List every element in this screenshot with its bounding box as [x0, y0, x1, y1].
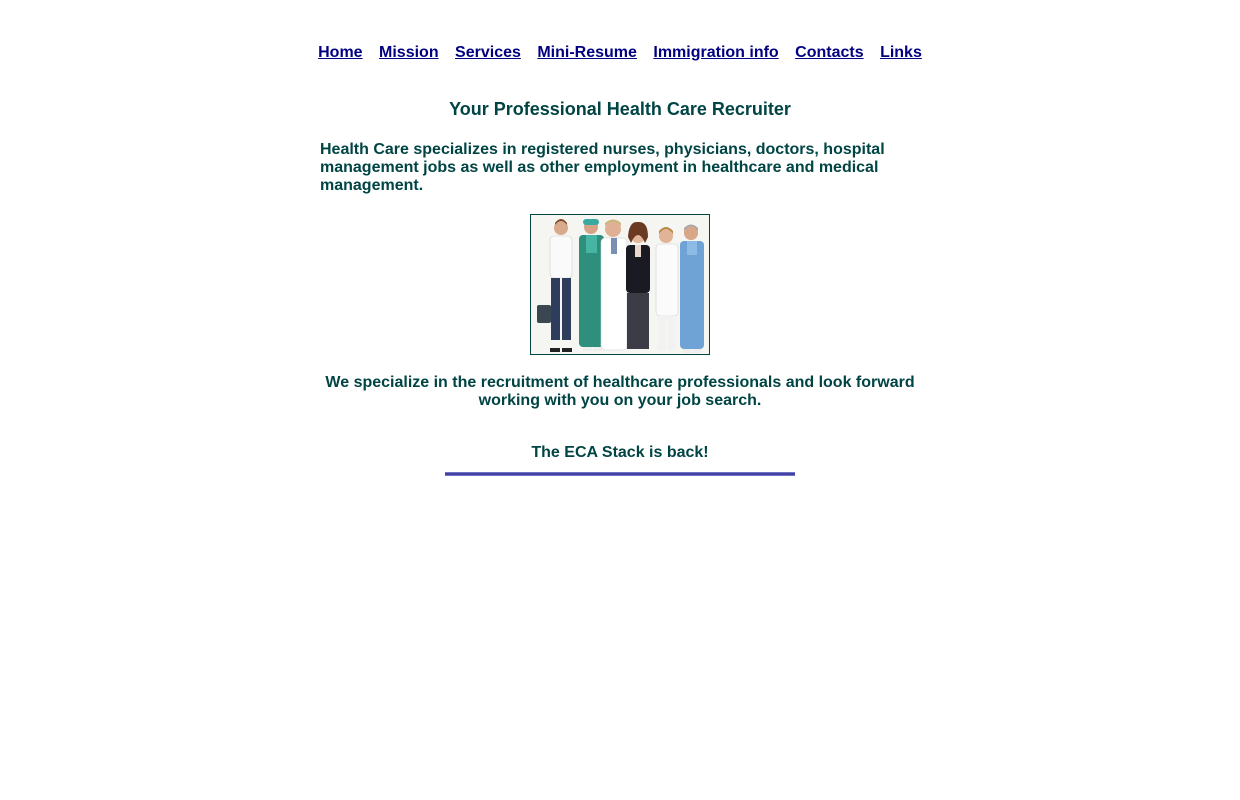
- nav-link-services[interactable]: Services: [455, 44, 521, 61]
- page-headline: Your Professional Health Care Recruiter: [449, 99, 791, 119]
- nav-link-contacts[interactable]: Contacts: [795, 44, 864, 61]
- person-surgeon-blue-figure: [680, 225, 704, 354]
- nav-link-links[interactable]: Links: [880, 44, 922, 61]
- person-surgeon-figure: [579, 219, 604, 351]
- specialize-paragraph: We specialize in the recruitment of healthcare professionals and look forward working with you on your job search.: [325, 374, 915, 409]
- top-navigation: [0, 44, 1240, 62]
- nav-link-immigration-info[interactable]: Immigration info: [653, 44, 779, 61]
- nav-link-mission[interactable]: Mission: [379, 44, 439, 61]
- healthcare-team-illustration: [531, 215, 709, 354]
- nav-link-mini-resume[interactable]: Mini-Resume: [537, 44, 637, 61]
- healthcare-team-photo: [530, 214, 710, 355]
- announcement-text: The ECA Stack is back!: [531, 444, 709, 461]
- person-doctor-figure: [601, 220, 627, 351]
- nav-link-home[interactable]: Home: [318, 44, 363, 61]
- horizontal-divider: [445, 472, 795, 476]
- intro-paragraph: Health Care specializes in registered nurses, physicians, doctors, hospital management jobs as well as other employment in healthcare and medical management.: [320, 141, 885, 194]
